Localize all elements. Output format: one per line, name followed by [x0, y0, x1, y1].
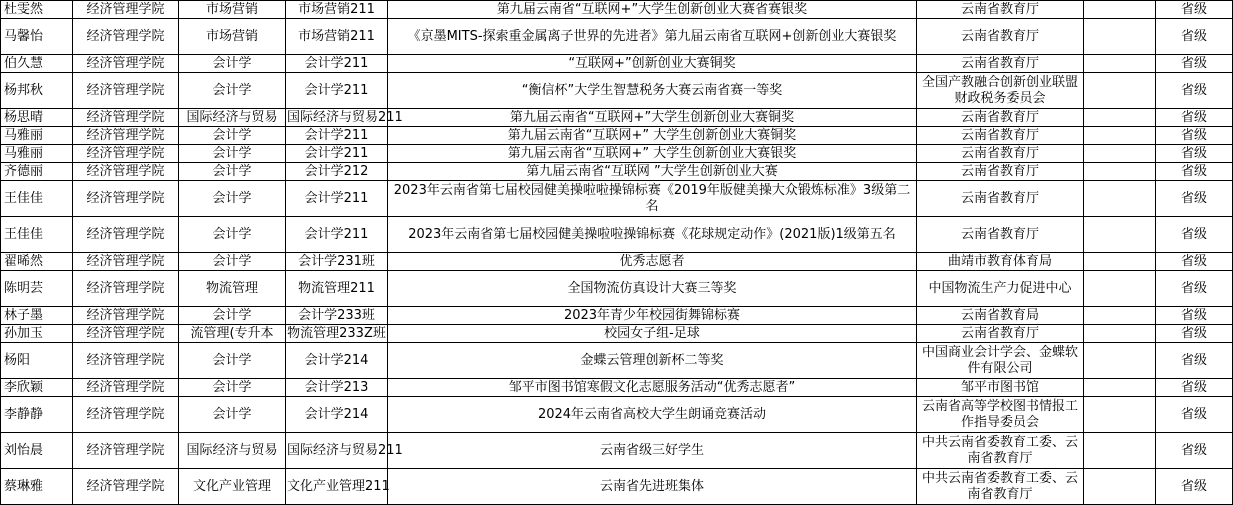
issuer-cell[interactable]: 云南省教育厅 [917, 145, 1084, 163]
table-row [1, 325, 1233, 343]
award-cell[interactable]: 全国物流仿真设计大赛三等奖 [388, 271, 917, 307]
college-cell[interactable]: 经济管理学院 [73, 145, 179, 163]
class-cell[interactable]: 会计学213 [286, 379, 388, 397]
award-cell[interactable]: “衡信杯”大学生智慧税务大赛云南省赛一等奖 [388, 73, 917, 109]
class-cell[interactable]: 会计学211 [286, 217, 388, 253]
level-cell[interactable]: 省级 [1156, 343, 1233, 379]
table-row [1, 271, 1233, 307]
table-row [1, 253, 1233, 271]
issuer-cell[interactable]: 全国产教融合创新创业联盟财政税务委员会 [917, 73, 1084, 109]
college-cell[interactable]: 经济管理学院 [73, 55, 179, 73]
blank-cell[interactable] [1084, 145, 1156, 163]
level-cell[interactable]: 省级 [1156, 433, 1233, 469]
class-cell[interactable]: 会计学211 [286, 127, 388, 145]
table-row [1, 127, 1233, 145]
blank-cell[interactable] [1084, 325, 1156, 343]
level-cell[interactable]: 省级 [1156, 253, 1233, 271]
issuer-cell[interactable]: 云南省教育厅 [917, 55, 1084, 73]
blank-cell[interactable] [1084, 307, 1156, 325]
level-cell[interactable]: 省级 [1156, 145, 1233, 163]
blank-cell[interactable] [1084, 397, 1156, 433]
student-name-cell[interactable]: 杨阳 [1, 343, 73, 379]
issuer-cell[interactable]: 云南省教育厅 [917, 109, 1084, 127]
issuer-cell[interactable]: 云南省教育厅 [917, 181, 1084, 217]
class-cell[interactable]: 会计学211 [286, 73, 388, 109]
level-cell[interactable]: 省级 [1156, 1, 1233, 19]
class-cell[interactable]: 市场营销211 [286, 1, 388, 19]
level-cell[interactable]: 省级 [1156, 271, 1233, 307]
major-cell[interactable]: 会计学 [179, 343, 286, 379]
class-cell[interactable]: 会计学211 [286, 55, 388, 73]
student-name-cell[interactable]: 马雅丽 [1, 145, 73, 163]
level-cell[interactable]: 省级 [1156, 325, 1233, 343]
level-cell[interactable]: 省级 [1156, 127, 1233, 145]
blank-cell[interactable] [1084, 163, 1156, 181]
award-cell[interactable]: 云南省级三好学生 [388, 433, 917, 469]
class-cell[interactable]: 会计学214 [286, 397, 388, 433]
major-cell[interactable]: 物流管理 [179, 271, 286, 307]
major-cell[interactable]: 国际经济与贸易 [179, 109, 286, 127]
award-cell[interactable]: 邹平市图书馆寒假文化志愿服务活动“优秀志愿者” [388, 379, 917, 397]
major-cell[interactable]: 市场营销 [179, 1, 286, 19]
college-cell[interactable]: 经济管理学院 [73, 271, 179, 307]
blank-cell[interactable] [1084, 73, 1156, 109]
blank-cell[interactable] [1084, 271, 1156, 307]
award-cell[interactable]: 第九届云南省“互联网 ”大学生创新创业大赛 [388, 163, 917, 181]
class-cell[interactable]: 文化产业管理211 [286, 469, 388, 505]
issuer-cell[interactable]: 邹平市图书馆 [917, 379, 1084, 397]
table-row [1, 469, 1233, 505]
table-row [1, 181, 1233, 217]
student-name-cell[interactable]: 杜雯然 [1, 1, 73, 19]
issuer-cell[interactable]: 云南省教育厅 [917, 127, 1084, 145]
award-cell[interactable]: 第九届云南省“互联网+” 大学生创新创业大赛银奖 [388, 145, 917, 163]
table-row [1, 343, 1233, 379]
level-cell[interactable]: 省级 [1156, 19, 1233, 55]
major-cell[interactable]: 市场营销 [179, 19, 286, 55]
issuer-cell[interactable]: 中国商业会计学会、金蝶软件有限公司 [917, 343, 1084, 379]
blank-cell[interactable] [1084, 379, 1156, 397]
student-name-cell[interactable]: 杨思晴 [1, 109, 73, 127]
student-name-cell[interactable]: 刘怡晨 [1, 433, 73, 469]
college-cell[interactable]: 经济管理学院 [73, 433, 179, 469]
major-cell[interactable]: 会计学 [179, 73, 286, 109]
level-cell[interactable]: 省级 [1156, 397, 1233, 433]
table-row [1, 109, 1233, 127]
college-cell[interactable]: 经济管理学院 [73, 73, 179, 109]
class-cell[interactable]: 会计学211 [286, 181, 388, 217]
table-row [1, 19, 1233, 55]
class-cell[interactable]: 国际经济与贸易211 [286, 433, 388, 469]
class-cell[interactable]: 会计学231班 [286, 253, 388, 271]
student-name-cell[interactable]: 王佳佳 [1, 217, 73, 253]
blank-cell[interactable] [1084, 1, 1156, 19]
issuer-cell[interactable]: 云南省教育局 [917, 307, 1084, 325]
table-row [1, 217, 1233, 253]
class-cell[interactable]: 物流管理211 [286, 271, 388, 307]
table-row [1, 163, 1233, 181]
major-cell[interactable]: 会计学 [179, 307, 286, 325]
major-cell[interactable]: 国际经济与贸易 [179, 433, 286, 469]
blank-cell[interactable] [1084, 343, 1156, 379]
level-cell[interactable]: 省级 [1156, 379, 1233, 397]
class-cell[interactable]: 国际经济与贸易211 [287, 109, 403, 125]
college-cell[interactable]: 经济管理学院 [73, 253, 179, 271]
issuer-cell[interactable]: 云南省高等学校图书情报工作指导委员会 [917, 397, 1084, 433]
table-row [1, 55, 1233, 73]
level-cell[interactable]: 省级 [1156, 55, 1233, 73]
student-name-cell[interactable]: 李静静 [1, 397, 73, 433]
table-row [1, 307, 1233, 325]
major-cell[interactable]: 会计学 [179, 55, 286, 73]
table-row [1, 433, 1233, 469]
blank-cell[interactable] [1084, 109, 1156, 127]
table-row [1, 379, 1233, 397]
blank-cell[interactable] [1084, 433, 1156, 469]
table-body [1, 1, 1233, 505]
college-cell[interactable]: 经济管理学院 [73, 307, 179, 325]
college-cell[interactable]: 经济管理学院 [73, 109, 179, 127]
award-cell[interactable]: 2023年云南省第七届校园健美操啦啦操锦标赛《花球规定动作》(2021版)1级第五名 [388, 217, 917, 253]
issuer-cell[interactable]: 中国物流生产力促进中心 [917, 271, 1084, 307]
blank-cell[interactable] [1084, 217, 1156, 253]
award-cell[interactable]: 2023年云南省第七届校园健美操啦啦操锦标赛《2019年版健美操大众锻炼标准》3级第二名 [388, 181, 917, 217]
student-name-cell[interactable]: 杨邦秋 [1, 73, 73, 109]
college-cell[interactable]: 经济管理学院 [73, 379, 179, 397]
college-cell[interactable]: 经济管理学院 [73, 343, 179, 379]
table-row [1, 73, 1233, 109]
major-cell[interactable]: 会计学 [179, 379, 286, 397]
college-cell[interactable]: 经济管理学院 [73, 1, 179, 19]
student-name-cell[interactable]: 马馨怡 [1, 19, 73, 55]
class-cell[interactable]: 会计学214 [286, 343, 388, 379]
award-cell[interactable]: 金蝶云管理创新杯二等奖 [388, 343, 917, 379]
student-name-cell[interactable]: 王佳佳 [1, 181, 73, 217]
student-name-cell[interactable]: 马雅丽 [1, 127, 73, 145]
level-cell[interactable]: 省级 [1156, 469, 1233, 505]
student-name-cell[interactable]: 蔡琳雅 [1, 469, 73, 505]
class-cell[interactable]: 会计学233班 [286, 307, 388, 325]
major-cell[interactable]: 会计学 [179, 127, 286, 145]
level-cell[interactable]: 省级 [1156, 307, 1233, 325]
major-cell[interactable]: 会计学 [179, 181, 286, 217]
class-cell[interactable]: 市场营销211 [286, 19, 388, 55]
award-cell[interactable]: 第九届云南省“互联网+”大学生创新创业大赛铜奖 [388, 109, 917, 127]
blank-cell[interactable] [1084, 253, 1156, 271]
college-cell[interactable]: 经济管理学院 [73, 469, 179, 505]
student-name-cell[interactable]: 林子墨 [1, 307, 73, 325]
level-cell[interactable]: 省级 [1156, 109, 1233, 127]
major-cell[interactable]: 会计学 [179, 163, 286, 181]
table-row [1, 145, 1233, 163]
table-row [1, 397, 1233, 433]
issuer-cell[interactable]: 云南省教育厅 [917, 1, 1084, 19]
blank-cell[interactable] [1084, 55, 1156, 73]
college-cell[interactable]: 经济管理学院 [73, 325, 179, 343]
major-cell[interactable]: 会计学 [179, 253, 286, 271]
award-cell[interactable]: 2024年云南省高校大学生朗诵竞赛活动 [388, 397, 917, 433]
table-row [1, 1, 1233, 19]
level-cell[interactable]: 省级 [1156, 163, 1233, 181]
college-cell[interactable]: 经济管理学院 [73, 163, 179, 181]
award-cell[interactable]: 2023年青少年校园街舞锦标赛 [388, 307, 917, 325]
major-cell[interactable]: 文化产业管理 [179, 469, 286, 505]
student-name-cell[interactable]: 翟晞然 [1, 253, 73, 271]
major-cell[interactable]: 会计学 [179, 397, 286, 433]
class-cell[interactable]: 会计学211 [286, 145, 388, 163]
issuer-cell[interactable]: 云南省教育厅 [917, 163, 1084, 181]
major-cell[interactable]: 流管理(专升本 [179, 325, 286, 343]
issuer-cell[interactable]: 云南省教育厅 [917, 217, 1084, 253]
college-cell[interactable]: 经济管理学院 [73, 127, 179, 145]
class-cell[interactable]: 会计学212 [286, 163, 388, 181]
issuer-cell[interactable]: 云南省教育厅 [917, 325, 1084, 343]
student-name-cell[interactable]: 李欣颖 [1, 379, 73, 397]
issuer-cell[interactable]: 云南省教育厅 [917, 19, 1084, 55]
college-cell[interactable]: 经济管理学院 [73, 181, 179, 217]
major-cell[interactable]: 会计学 [179, 217, 286, 253]
college-cell[interactable]: 经济管理学院 [73, 19, 179, 55]
college-cell[interactable]: 经济管理学院 [73, 217, 179, 253]
award-cell[interactable]: 第九届云南省“互联网+”大学生创新创业大赛省赛银奖 [388, 1, 917, 19]
student-name-cell[interactable]: 孙加玉 [1, 325, 73, 343]
major-cell[interactable]: 会计学 [179, 145, 286, 163]
blank-cell[interactable] [1084, 127, 1156, 145]
award-cell[interactable]: 优秀志愿者 [388, 253, 917, 271]
award-cell[interactable]: 校园女子组-足球 [388, 325, 917, 343]
student-name-cell[interactable]: 伯久慧 [1, 55, 73, 73]
level-cell[interactable]: 省级 [1156, 181, 1233, 217]
award-cell[interactable]: 《京墨MITS-探索重金属离子世界的先进者》第九届云南省互联网+创新创业大赛银奖 [388, 19, 917, 55]
award-cell[interactable]: 云南省先进班集体 [388, 469, 917, 505]
level-cell[interactable]: 省级 [1156, 73, 1233, 109]
college-cell[interactable]: 经济管理学院 [73, 397, 179, 433]
blank-cell[interactable] [1084, 181, 1156, 217]
issuer-cell[interactable]: 中共云南省委教育工委、云南省教育厅 [917, 469, 1084, 505]
level-cell[interactable]: 省级 [1156, 217, 1233, 253]
award-cell[interactable]: 第九届云南省“互联网+” 大学生创新创业大赛铜奖 [388, 127, 917, 145]
issuer-cell[interactable]: 曲靖市教育体育局 [917, 253, 1084, 271]
issuer-cell[interactable]: 中共云南省委教育工委、云南省教育厅 [917, 433, 1084, 469]
student-name-cell[interactable]: 陈明芸 [1, 271, 73, 307]
class-cell[interactable]: 物流管理233Z班 [287, 325, 386, 341]
blank-cell[interactable] [1084, 19, 1156, 55]
blank-cell[interactable] [1084, 469, 1156, 505]
award-cell[interactable]: “互联网+”创新创业大赛铜奖 [388, 55, 917, 73]
student-name-cell[interactable]: 齐德丽 [1, 163, 73, 181]
